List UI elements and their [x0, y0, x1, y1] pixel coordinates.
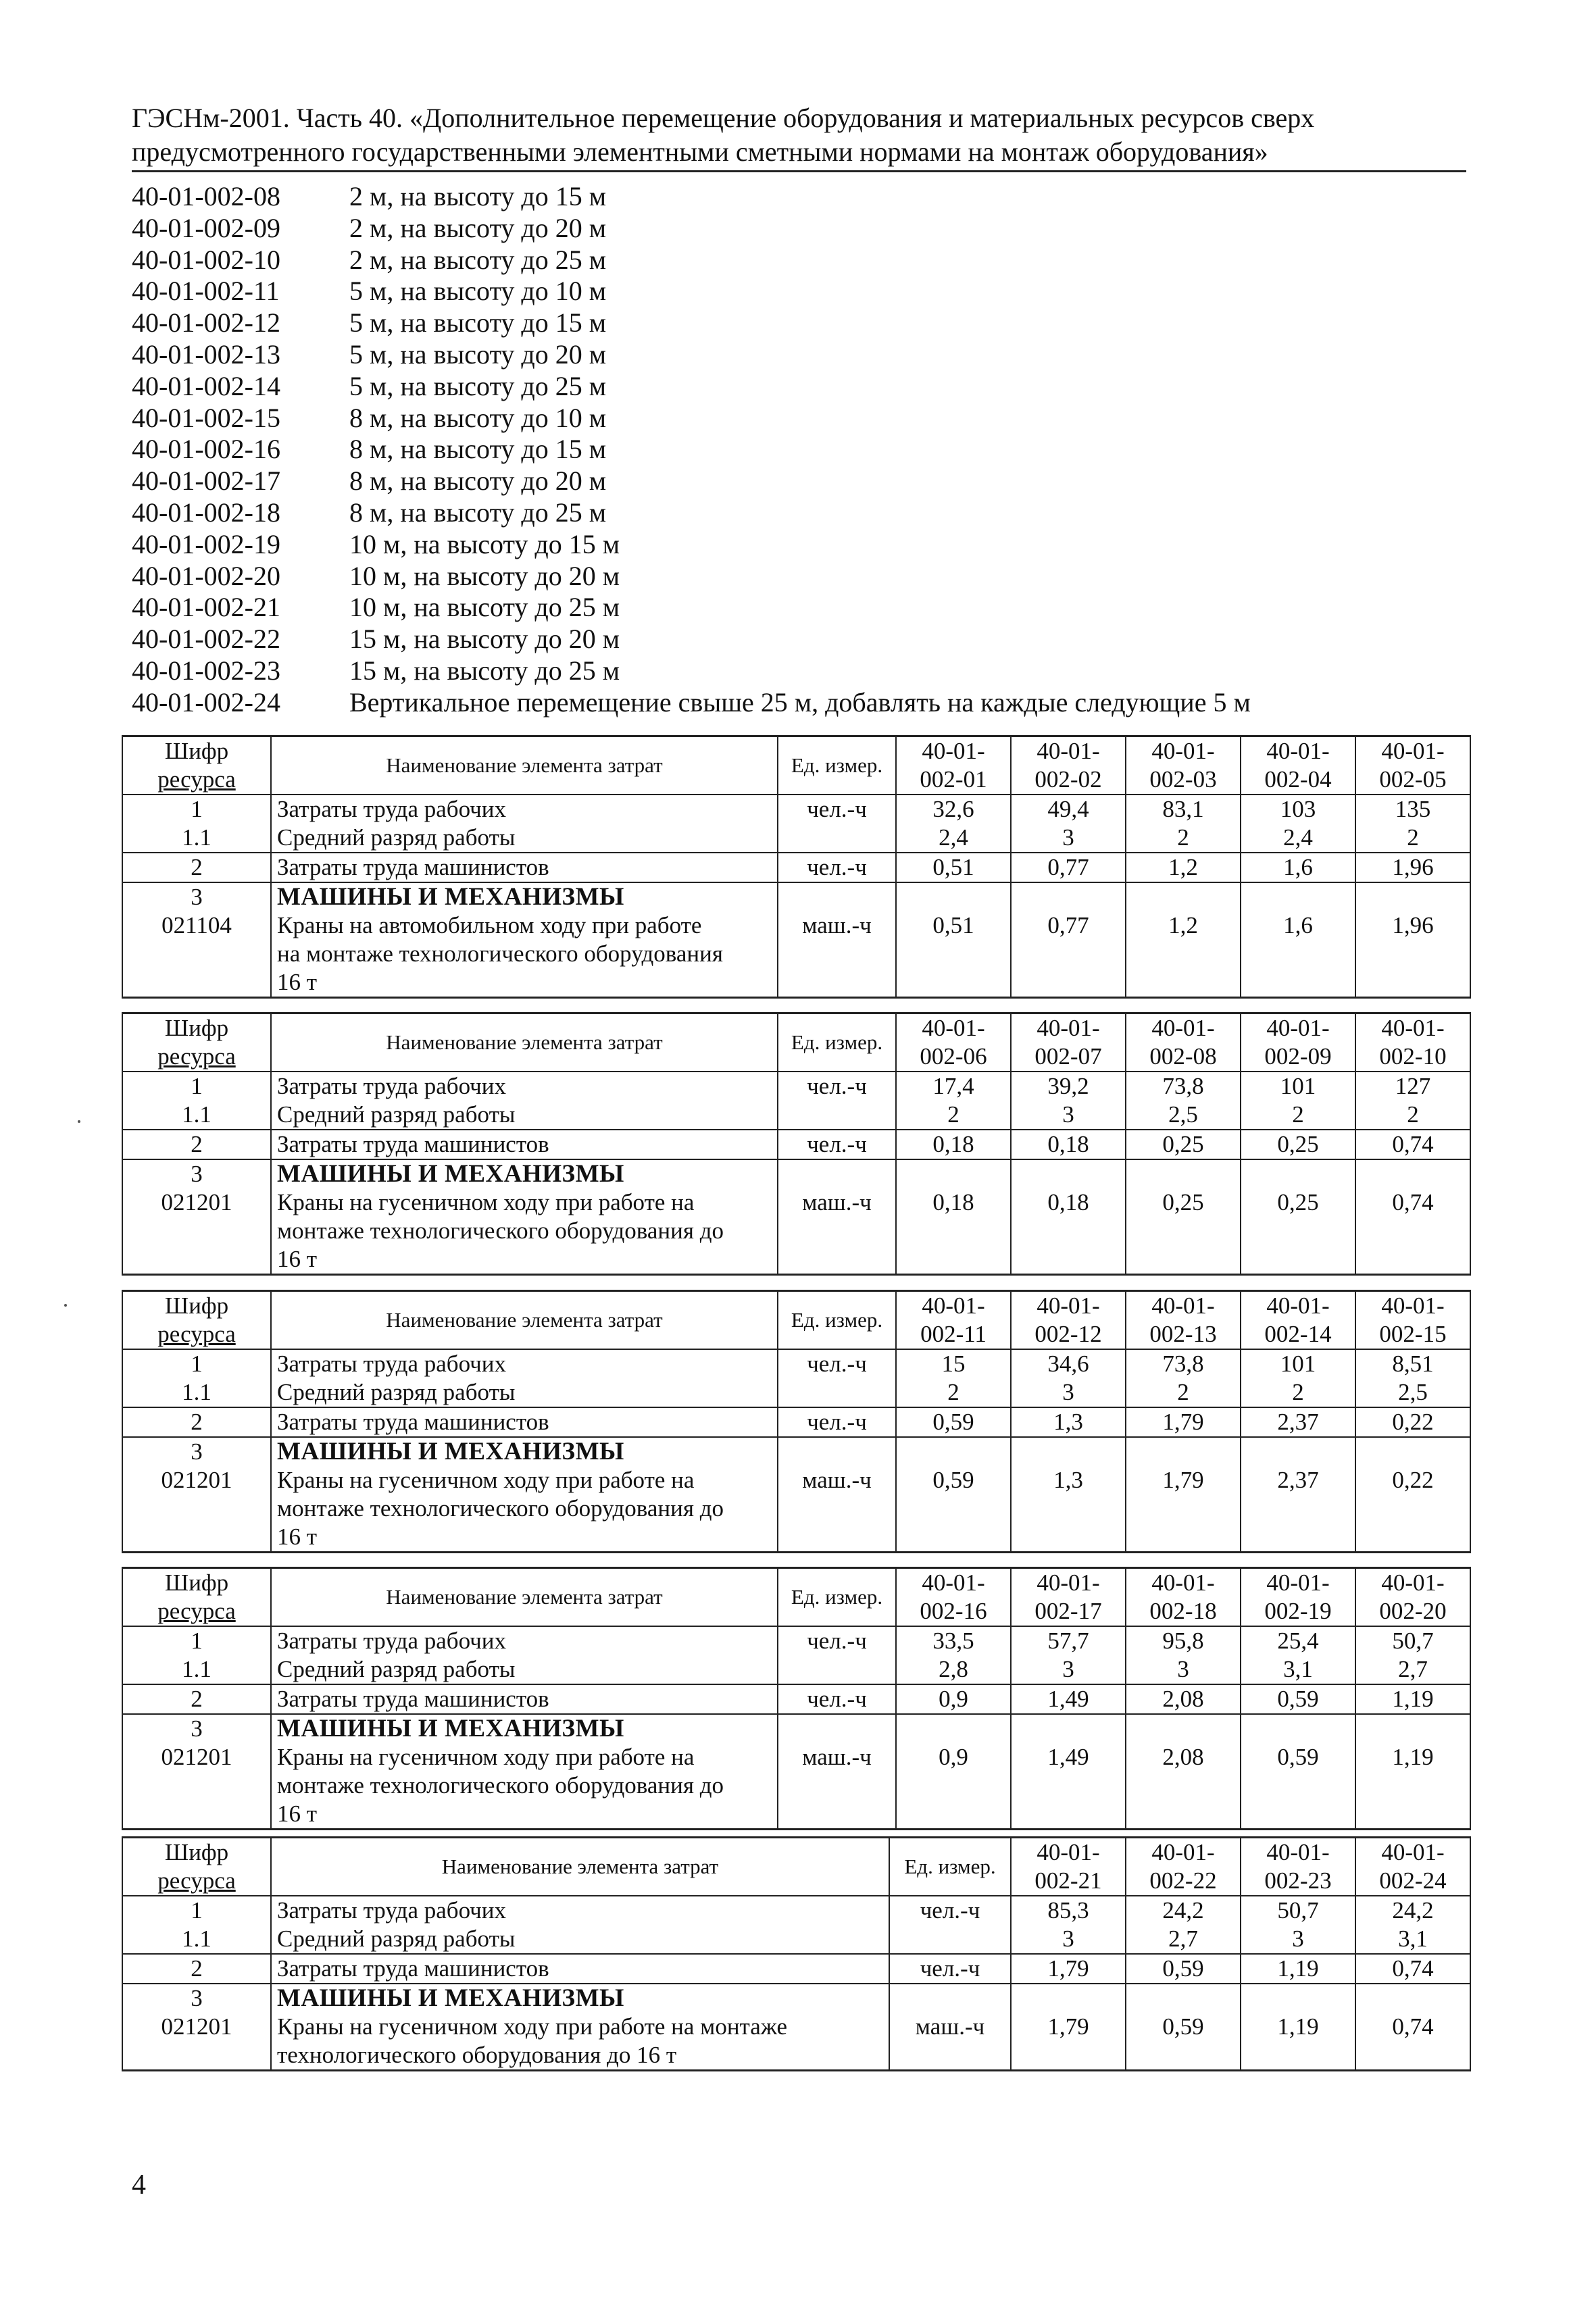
resource-code: 2	[122, 1130, 271, 1159]
norm-column-header: 40-01- 002-07	[1011, 1013, 1126, 1072]
resource-code: 2	[122, 1407, 271, 1437]
norm-column-header: 40-01- 002-16	[896, 1568, 1011, 1627]
value-cell: 50,7	[1241, 1896, 1355, 1925]
norm-column-header: 40-01- 002-08	[1126, 1013, 1241, 1072]
norm-code: 40-01-002-12	[132, 307, 280, 338]
norm-column-header: 40-01- 002-03	[1126, 736, 1241, 795]
resource-table	[122, 735, 1471, 999]
unit-cell: чел.-ч	[889, 1954, 1011, 1984]
value-cell: 0,59	[1241, 1743, 1355, 1830]
value-cell: 50,7	[1355, 1626, 1470, 1655]
resource-code: 021104	[122, 911, 271, 998]
norm-column-header: 40-01- 002-01	[896, 736, 1011, 795]
value-cell: 0,18	[896, 1188, 1011, 1275]
header-rule	[132, 170, 1466, 172]
norm-description: 15 м, на высоту до 20 м	[349, 624, 620, 655]
value-cell: 1,79	[1126, 1466, 1241, 1553]
table-row	[122, 1714, 1470, 1743]
norm-code: 40-01-002-08	[132, 181, 280, 211]
resource-code: 021201	[122, 1188, 271, 1275]
norm-description: 2 м, на высоту до 25 м	[349, 244, 607, 275]
norm-code: 40-01-002-09	[132, 212, 280, 243]
norm-column-header: 40-01- 002-19	[1241, 1568, 1355, 1627]
value-cell: 73,8	[1126, 1349, 1241, 1378]
norm-column-header: 40-01- 002-02	[1011, 736, 1126, 795]
table-row	[122, 1896, 1470, 1925]
value-cell: 1,96	[1355, 911, 1470, 998]
unit-cell	[778, 824, 896, 853]
norm-column-header: 40-01- 002-14	[1241, 1291, 1355, 1350]
value-cell: 85,3	[1011, 1896, 1126, 1925]
norm-description: 5 м, на высоту до 15 м	[349, 307, 607, 338]
unit-cell	[778, 1378, 896, 1407]
value-cell: 3	[1011, 1378, 1126, 1407]
value-cell: 2,7	[1355, 1655, 1470, 1684]
norm-code: 40-01-002-14	[132, 370, 280, 401]
value-cell: 0,22	[1355, 1466, 1470, 1553]
value-cell: 0,25	[1241, 1130, 1355, 1159]
cost-element-name: Краны на гусеничном ходу при работе на монтаже технологического оборудования до 16 т	[271, 2013, 889, 2071]
table-row	[122, 1626, 1470, 1655]
scan-speck	[64, 1304, 67, 1307]
norm-code: 40-01-002-19	[132, 528, 280, 559]
cost-element-name: Затраты труда машинистов	[271, 1684, 778, 1714]
value-cell: 1,79	[1126, 1407, 1241, 1437]
section-title: МАШИНЫ И МЕХАНИЗМЫ	[271, 1714, 778, 1743]
table-header-row	[122, 1838, 1470, 1896]
cost-element-name: Затраты труда рабочих	[271, 1896, 889, 1925]
norm-code: 40-01-002-10	[132, 244, 280, 275]
norm-column-header: 40-01- 002-23	[1241, 1838, 1355, 1896]
norm-code: 40-01-002-11	[132, 276, 280, 307]
value-cell: 0,25	[1126, 1188, 1241, 1275]
norm-description: 8 м, на высоту до 10 м	[349, 402, 607, 433]
norm-description: 8 м, на высоту до 20 м	[349, 466, 607, 497]
norm-code: 40-01-002-18	[132, 497, 280, 528]
cost-element-name: Затраты труда рабочих	[271, 1349, 778, 1378]
resource-code: 021201	[122, 1743, 271, 1830]
value-cell: 73,8	[1126, 1072, 1241, 1101]
value-cell: 0,18	[1011, 1188, 1126, 1275]
resource-table	[122, 1290, 1471, 1553]
resource-code: 021201	[122, 1466, 271, 1553]
unit-cell: чел.-ч	[889, 1896, 1011, 1925]
value-cell: 2,7	[1126, 1925, 1241, 1954]
cipher-column-header: Шифр ресурса	[122, 1013, 271, 1072]
value-cell: 0,18	[896, 1130, 1011, 1159]
value-cell: 2,08	[1126, 1743, 1241, 1830]
name-column-header: Наименование элемента затрат	[271, 1568, 778, 1627]
value-cell: 1,6	[1241, 853, 1355, 882]
cost-element-name: Затраты труда машинистов	[271, 1954, 889, 1984]
cost-element-name: Средний разряд работы	[271, 824, 778, 853]
cost-element-name: Затраты труда рабочих	[271, 795, 778, 824]
resource-code: 1	[122, 795, 271, 824]
value-cell: 2,5	[1355, 1378, 1470, 1407]
header-line-1: ГЭСНм-2001. Часть 40. «Дополнительное перемещение оборудования и материальных ресурсов сверх	[132, 103, 1315, 133]
resource-code: 2	[122, 1954, 271, 1984]
cost-element-name: Затраты труда машинистов	[271, 853, 778, 882]
table-row	[122, 1684, 1470, 1714]
unit-cell	[778, 1101, 896, 1130]
scan-speck	[78, 1120, 80, 1123]
norm-description: Вертикальное перемещение свыше 25 м, добавлять на каждые следующие 5 м	[349, 686, 1251, 718]
value-cell: 0,18	[1011, 1130, 1126, 1159]
resource-table	[122, 1567, 1471, 1830]
resource-code: 1.1	[122, 1101, 271, 1130]
value-cell: 3	[1011, 824, 1126, 853]
value-cell: 0,59	[1241, 1684, 1355, 1714]
value-cell: 101	[1241, 1349, 1355, 1378]
norm-column-header: 40-01- 002-13	[1126, 1291, 1241, 1350]
table-row	[122, 882, 1470, 911]
resource-code: 1	[122, 1626, 271, 1655]
unit-cell: маш.-ч	[778, 1188, 896, 1275]
value-cell: 2	[1126, 1378, 1241, 1407]
norm-code: 40-01-002-17	[132, 466, 280, 497]
value-cell: 39,2	[1011, 1072, 1126, 1101]
value-cell: 1,79	[1011, 1954, 1126, 1984]
value-cell: 0,59	[1126, 2013, 1241, 2071]
norm-description: 10 м, на высоту до 15 м	[349, 528, 620, 559]
resource-code: 3	[122, 1984, 271, 2013]
norm-description: 5 м, на высоту до 10 м	[349, 276, 607, 307]
value-cell: 0,77	[1011, 853, 1126, 882]
section-title: МАШИНЫ И МЕХАНИЗМЫ	[271, 1984, 889, 2013]
value-cell: 1,3	[1011, 1407, 1126, 1437]
norm-column-header: 40-01- 002-04	[1241, 736, 1355, 795]
cost-element-name: Краны на гусеничном ходу при работе на монтаже технологического оборудования до 16 т	[271, 1188, 778, 1275]
norm-description: 2 м, на высоту до 20 м	[349, 212, 607, 243]
value-cell: 2	[1355, 824, 1470, 853]
table-header-row	[122, 1013, 1470, 1072]
value-cell: 2	[1241, 1101, 1355, 1130]
unit-column-header: Ед. измер.	[778, 1291, 896, 1350]
value-cell: 34,6	[1011, 1349, 1126, 1378]
value-cell: 2,37	[1241, 1407, 1355, 1437]
value-cell: 2,5	[1126, 1101, 1241, 1130]
cost-element-name: Средний разряд работы	[271, 1101, 778, 1130]
value-cell: 0,25	[1241, 1188, 1355, 1275]
norm-code: 40-01-002-16	[132, 434, 280, 465]
value-cell: 3	[1011, 1101, 1126, 1130]
value-cell: 1,79	[1011, 2013, 1126, 2071]
cost-element-name: Краны на автомобильном ходу при работе на монтаже технологического оборудования 16 т	[271, 911, 778, 998]
section-title: МАШИНЫ И МЕХАНИЗМЫ	[271, 1437, 778, 1466]
unit-cell: чел.-ч	[778, 1072, 896, 1101]
norm-code: 40-01-002-20	[132, 560, 280, 591]
value-cell: 24,2	[1126, 1896, 1241, 1925]
norm-description: 15 м, на высоту до 25 м	[349, 655, 620, 686]
cost-element-name: Затраты труда рабочих	[271, 1626, 778, 1655]
value-cell: 3	[1241, 1925, 1355, 1954]
value-cell: 2	[896, 1101, 1011, 1130]
norm-column-header: 40-01- 002-09	[1241, 1013, 1355, 1072]
value-cell: 1,96	[1355, 853, 1470, 882]
table-row	[122, 1743, 1470, 1830]
table-row	[122, 1072, 1470, 1101]
value-cell: 57,7	[1011, 1626, 1126, 1655]
value-cell: 95,8	[1126, 1626, 1241, 1655]
table-row	[122, 795, 1470, 824]
value-cell: 0,59	[1126, 1954, 1241, 1984]
table-header-row	[122, 1291, 1470, 1350]
value-cell: 0,9	[896, 1684, 1011, 1714]
unit-cell	[778, 1655, 896, 1684]
value-cell: 0,74	[1355, 1954, 1470, 1984]
table-row	[122, 1349, 1470, 1378]
norm-code: 40-01-002-13	[132, 338, 280, 370]
value-cell: 3,1	[1355, 1925, 1470, 1954]
unit-cell: чел.-ч	[778, 1626, 896, 1655]
norm-description: 5 м, на высоту до 20 м	[349, 338, 607, 370]
value-cell: 0,74	[1355, 1188, 1470, 1275]
norm-description: 5 м, на высоту до 25 м	[349, 370, 607, 401]
unit-cell: чел.-ч	[778, 1130, 896, 1159]
value-cell: 3	[1011, 1925, 1126, 1954]
table-header-row	[122, 736, 1470, 795]
norm-description: 2 м, на высоту до 15 м	[349, 181, 607, 211]
unit-cell: чел.-ч	[778, 795, 896, 824]
cost-element-name: Средний разряд работы	[271, 1925, 889, 1954]
value-cell: 2,8	[896, 1655, 1011, 1684]
table-row	[122, 1925, 1470, 1954]
resource-code: 1.1	[122, 1925, 271, 1954]
value-cell: 1,3	[1011, 1466, 1126, 1553]
cipher-column-header: Шифр ресурса	[122, 1568, 271, 1627]
value-cell: 3	[1011, 1655, 1126, 1684]
value-cell: 49,4	[1011, 795, 1126, 824]
cost-element-name: Средний разряд работы	[271, 1655, 778, 1684]
value-cell: 3	[1126, 1655, 1241, 1684]
norm-column-header: 40-01- 002-24	[1355, 1838, 1470, 1896]
value-cell: 1,2	[1126, 911, 1241, 998]
table-row	[122, 2013, 1470, 2071]
norm-description: 8 м, на высоту до 15 м	[349, 434, 607, 465]
value-cell: 1,19	[1355, 1743, 1470, 1830]
value-cell: 1,19	[1355, 1684, 1470, 1714]
norm-code: 40-01-002-22	[132, 624, 280, 655]
norm-column-header: 40-01- 002-11	[896, 1291, 1011, 1350]
norm-description: 8 м, на высоту до 25 м	[349, 497, 607, 528]
resource-code: 3	[122, 1714, 271, 1743]
section-title: МАШИНЫ И МЕХАНИЗМЫ	[271, 1159, 778, 1188]
value-cell: 83,1	[1126, 795, 1241, 824]
resource-code: 2	[122, 853, 271, 882]
norm-column-header: 40-01- 002-20	[1355, 1568, 1470, 1627]
resource-code: 1	[122, 1349, 271, 1378]
table-row	[122, 1954, 1470, 1984]
value-cell: 2	[1355, 1101, 1470, 1130]
unit-cell: маш.-ч	[889, 2013, 1011, 2071]
unit-cell: чел.-ч	[778, 853, 896, 882]
value-cell: 15	[896, 1349, 1011, 1378]
unit-column-header: Ед. измер.	[778, 1568, 896, 1627]
norm-description: 10 м, на высоту до 25 м	[349, 592, 620, 623]
value-cell: 0,59	[896, 1407, 1011, 1437]
norm-column-header: 40-01- 002-21	[1011, 1838, 1126, 1896]
unit-column-header: Ед. измер.	[778, 736, 896, 795]
cipher-column-header: Шифр ресурса	[122, 1838, 271, 1896]
resource-code: 1	[122, 1072, 271, 1101]
cost-element-name: Краны на гусеничном ходу при работе на монтаже технологического оборудования до 16 т	[271, 1466, 778, 1553]
unit-cell	[889, 1925, 1011, 1954]
page-header	[132, 101, 1463, 169]
table-row	[122, 911, 1470, 998]
table-row	[122, 824, 1470, 853]
value-cell: 2,4	[896, 824, 1011, 853]
resource-code: 3	[122, 1437, 271, 1466]
value-cell: 17,4	[896, 1072, 1011, 1101]
table-row	[122, 1188, 1470, 1275]
cost-element-name: Средний разряд работы	[271, 1378, 778, 1407]
norm-code: 40-01-002-21	[132, 592, 280, 623]
value-cell: 1,19	[1241, 2013, 1355, 2071]
resource-code: 3	[122, 882, 271, 911]
table-row	[122, 1466, 1470, 1553]
resource-code: 1.1	[122, 1378, 271, 1407]
value-cell: 2	[896, 1378, 1011, 1407]
cost-element-name: Краны на гусеничном ходу при работе на монтаже технологического оборудования до 16 т	[271, 1743, 778, 1830]
value-cell: 0,25	[1126, 1130, 1241, 1159]
name-column-header: Наименование элемента затрат	[271, 1013, 778, 1072]
resource-code: 1.1	[122, 824, 271, 853]
cost-element-name: Затраты труда машинистов	[271, 1130, 778, 1159]
unit-cell: маш.-ч	[778, 911, 896, 998]
resource-table	[122, 1836, 1471, 2071]
value-cell: 24,2	[1355, 1896, 1470, 1925]
value-cell: 1,49	[1011, 1743, 1126, 1830]
norm-column-header: 40-01- 002-12	[1011, 1291, 1126, 1350]
norm-column-header: 40-01- 002-17	[1011, 1568, 1126, 1627]
resource-code: 1.1	[122, 1655, 271, 1684]
resource-table	[122, 1012, 1471, 1276]
resource-code: 3	[122, 1159, 271, 1188]
norm-column-header: 40-01- 002-06	[896, 1013, 1011, 1072]
section-title: МАШИНЫ И МЕХАНИЗМЫ	[271, 882, 778, 911]
table-row	[122, 1130, 1470, 1159]
table-header-row	[122, 1568, 1470, 1627]
unit-cell: маш.-ч	[778, 1743, 896, 1830]
value-cell: 0,51	[896, 911, 1011, 998]
value-cell: 2,37	[1241, 1466, 1355, 1553]
header-line-2: предусмотренного государственными элементными сметными нормами на монтаж оборудования»	[132, 136, 1268, 167]
table-row	[122, 1437, 1470, 1466]
resource-code: 1	[122, 1896, 271, 1925]
page-number: 4	[132, 2169, 146, 2200]
norm-column-header: 40-01- 002-05	[1355, 736, 1470, 795]
unit-cell: маш.-ч	[778, 1466, 896, 1553]
unit-cell: чел.-ч	[778, 1407, 896, 1437]
unit-cell: чел.-ч	[778, 1349, 896, 1378]
value-cell: 2,4	[1241, 824, 1355, 853]
table-row	[122, 1159, 1470, 1188]
cost-element-name: Затраты труда рабочих	[271, 1072, 778, 1101]
table-row	[122, 1378, 1470, 1407]
name-column-header: Наименование элемента затрат	[271, 1291, 778, 1350]
value-cell: 1,49	[1011, 1684, 1126, 1714]
value-cell: 0,77	[1011, 911, 1126, 998]
value-cell: 32,6	[896, 795, 1011, 824]
unit-column-header: Ед. измер.	[889, 1838, 1011, 1896]
norm-code: 40-01-002-24	[132, 686, 280, 718]
resource-code: 2	[122, 1684, 271, 1714]
name-column-header: Наименование элемента затрат	[271, 736, 778, 795]
value-cell: 1,19	[1241, 1954, 1355, 1984]
value-cell: 25,4	[1241, 1626, 1355, 1655]
value-cell: 1,6	[1241, 911, 1355, 998]
norm-column-header: 40-01- 002-22	[1126, 1838, 1241, 1896]
table-row	[122, 1101, 1470, 1130]
value-cell: 0,22	[1355, 1407, 1470, 1437]
norm-column-header: 40-01- 002-10	[1355, 1013, 1470, 1072]
value-cell: 0,74	[1355, 2013, 1470, 2071]
value-cell: 2,08	[1126, 1684, 1241, 1714]
norm-description: 10 м, на высоту до 20 м	[349, 560, 620, 591]
norm-column-header: 40-01- 002-15	[1355, 1291, 1470, 1350]
value-cell: 1,2	[1126, 853, 1241, 882]
cipher-column-header: Шифр ресурса	[122, 1291, 271, 1350]
table-row	[122, 1407, 1470, 1437]
unit-cell: чел.-ч	[778, 1684, 896, 1714]
cipher-column-header: Шифр ресурса	[122, 736, 271, 795]
value-cell: 103	[1241, 795, 1355, 824]
value-cell: 135	[1355, 795, 1470, 824]
value-cell: 0,59	[896, 1466, 1011, 1553]
value-cell: 2	[1126, 824, 1241, 853]
table-row	[122, 853, 1470, 882]
value-cell: 0,51	[896, 853, 1011, 882]
value-cell: 8,51	[1355, 1349, 1470, 1378]
resource-code: 021201	[122, 2013, 271, 2071]
cost-element-name: Затраты труда машинистов	[271, 1407, 778, 1437]
value-cell: 101	[1241, 1072, 1355, 1101]
value-cell: 2	[1241, 1378, 1355, 1407]
unit-column-header: Ед. измер.	[778, 1013, 896, 1072]
value-cell: 0,9	[896, 1743, 1011, 1830]
table-row	[122, 1655, 1470, 1684]
value-cell: 3,1	[1241, 1655, 1355, 1684]
value-cell: 0,74	[1355, 1130, 1470, 1159]
value-cell: 33,5	[896, 1626, 1011, 1655]
table-row	[122, 1984, 1470, 2013]
norm-column-header: 40-01- 002-18	[1126, 1568, 1241, 1627]
norm-code: 40-01-002-23	[132, 655, 280, 686]
name-column-header: Наименование элемента затрат	[271, 1838, 889, 1896]
value-cell: 127	[1355, 1072, 1470, 1101]
norm-code: 40-01-002-15	[132, 402, 280, 433]
